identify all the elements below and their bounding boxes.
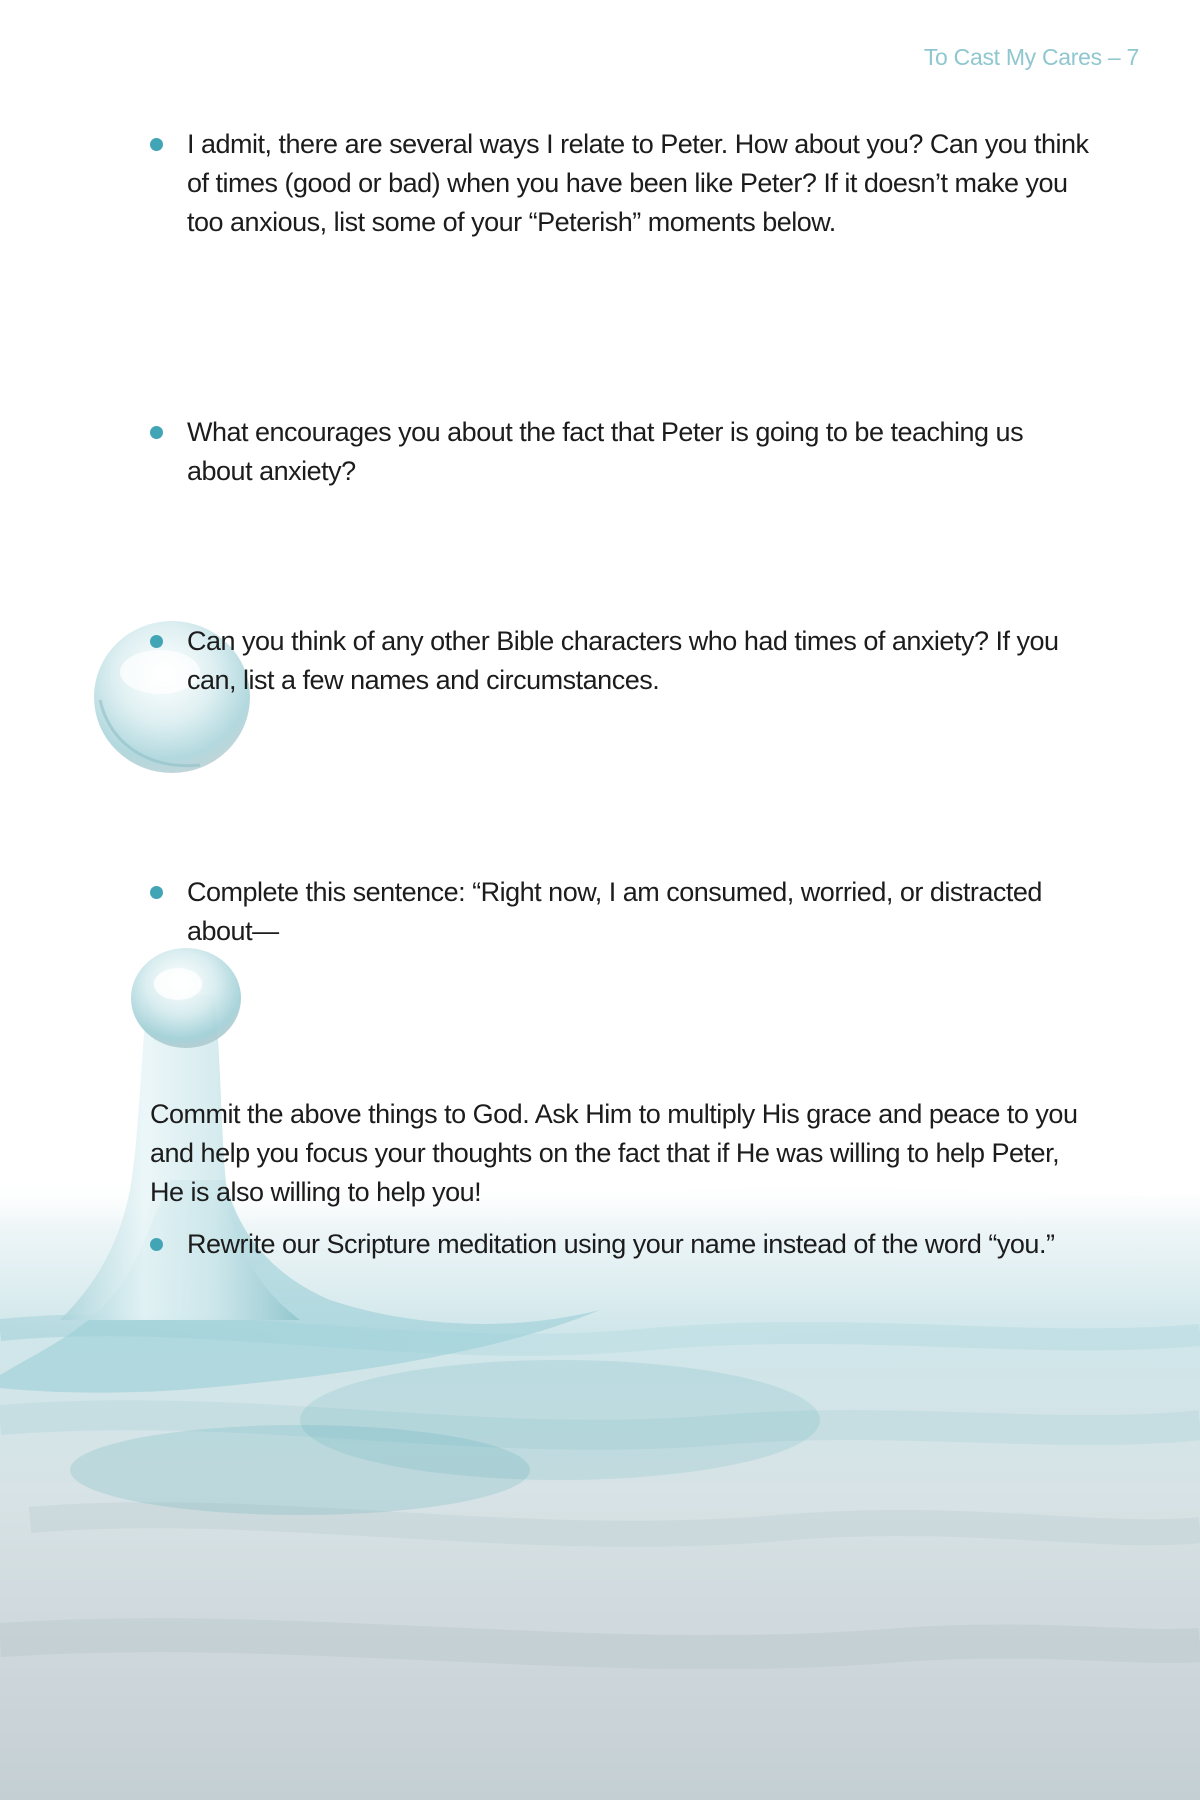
closing-paragraph-block [150,1095,1090,1212]
question-item [150,622,1090,700]
running-head: To Cast My Cares – 7 [923,44,1139,70]
question-text: I admit, there are several ways I relate to Peter. How about you? Can you think of times (good or bad) when you have been like Peter? If it doesn’t make you too anxious, list some of your “Peterish” moments below. [187,129,1089,237]
closing-paragraph: Commit the above things to God. Ask Him to multiply His grace and peace to you and help you focus your thoughts on the fact that if He was willing to help Peter, He is also willing to help you! [150,1099,1078,1207]
bullet-icon [150,138,163,151]
bullet-icon [150,426,163,439]
bullet-icon [150,1238,163,1251]
question-text: What encourages you about the fact that Peter is going to be teaching us about anxiety? [187,417,1024,486]
bullet-icon [150,886,163,899]
question-text: Can you think of any other Bible characters who had times of anxiety? If you can, list a few names and circumstances. [187,626,1059,695]
question-item [150,873,1090,951]
bullet-icon [150,635,163,648]
final-question-item [150,1225,1090,1264]
final-question-text: Rewrite our Scripture meditation using your name instead of the word “you.” [187,1229,1055,1259]
question-item [150,413,1090,491]
question-text: Complete this sentence: “Right now, I am consumed, worried, or distracted about— [187,877,1042,946]
question-item [150,125,1090,242]
